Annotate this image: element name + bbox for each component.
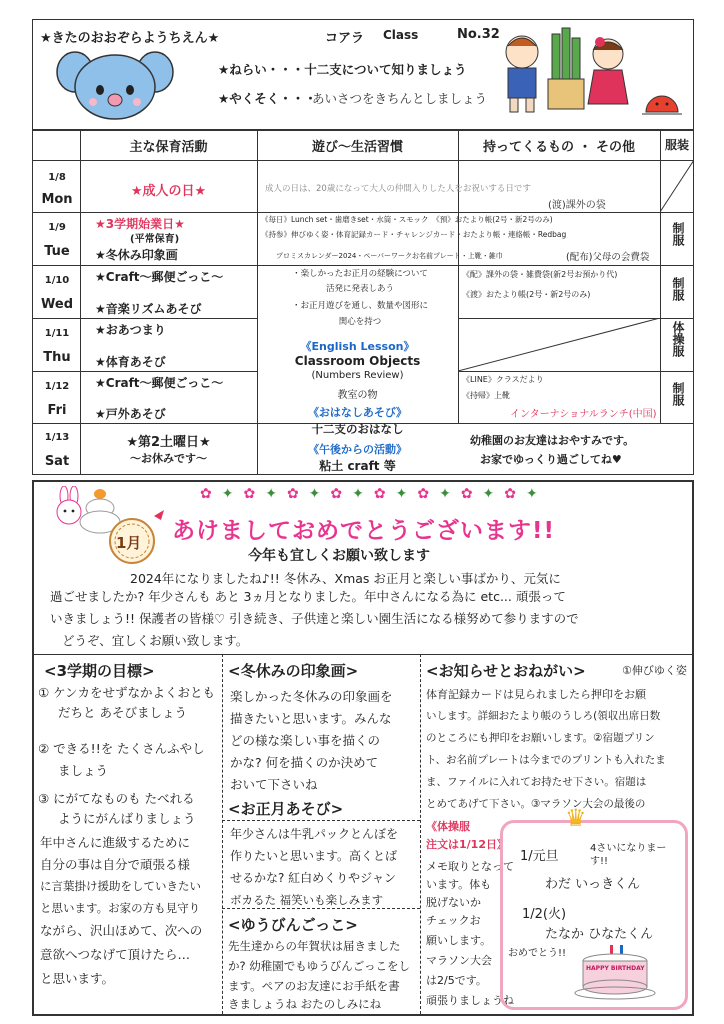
row-line (32, 212, 694, 213)
empty-cell-slash (660, 160, 694, 212)
day-mon (34, 170, 80, 208)
fri-act2: ★戸外あそび (95, 407, 166, 421)
goal-1b: だちと あそびましょう (58, 705, 187, 720)
winter-p3: どの様な楽しい事を描くの (230, 733, 381, 748)
notice-m3: メモ取りとなって (426, 860, 514, 873)
section-divider (222, 820, 420, 821)
sat-note2: お家でゆっくり過ごしてね♥ (480, 453, 622, 466)
koala-illustration (55, 42, 175, 122)
goal-2b: ましょう (58, 763, 109, 778)
day-tue (34, 220, 80, 260)
notice-m5: 脱げないか (426, 896, 481, 909)
dow-label: Tue (44, 244, 70, 259)
pine-icon: ✦ (221, 486, 244, 502)
story-title: 《おはなしあそび》 (307, 406, 408, 419)
birthday-name2: たなか ひなたくん (545, 927, 654, 942)
header-bring: 持ってくるもの ・ その他 (482, 140, 636, 155)
notice-m7: 願いします。 (426, 934, 492, 947)
plum-icon: ✿ (286, 486, 309, 502)
kids-kadomatsu-illustration (500, 24, 630, 119)
pine-icon: ✦ (439, 486, 461, 502)
goals-para2: 自分の事は自分で頑張る様 (40, 857, 191, 872)
section-divider (222, 654, 223, 1014)
pine-icon: ✦ (352, 486, 374, 502)
class-word: Class (383, 28, 419, 42)
notice-m1: 《体操服 (426, 820, 470, 833)
notice-p1: 体育記録カードは見られましたら押印をお願 (426, 688, 646, 701)
post-title: <ゆうびんごっこ> (228, 916, 358, 934)
day-wed (34, 273, 80, 313)
dow-label: Mon (41, 192, 73, 207)
story-line1: 十二支のおはなし (311, 422, 404, 436)
notice-p5: ま、ファイルに入れてお持たせ下さい。宿題は (426, 776, 647, 788)
tue-act2: (平常保育) (130, 234, 180, 245)
sat-act1: ★第2土曜日★ (126, 435, 211, 450)
wed-dress: 制服 (671, 277, 685, 301)
section-divider (32, 654, 694, 655)
dow-label: Fri (47, 403, 67, 418)
thu-dress: 体操服 (671, 321, 685, 357)
winter-p1: 楽しかった冬休みの印象画を (230, 689, 393, 704)
letter-line2: 過ごせましたか? 年少さんも あと 3ヵ月となりました。年中さんになる為に etc... 頑張って (50, 589, 566, 604)
winter-p4: かな? 何を描くのか決めて (230, 755, 379, 770)
post-p3: ます。ペアのお友達にお手紙を書 (228, 979, 400, 993)
tue-bring3: プロミスカレンダー2024・ペーパーワークお名前プレート・上靴・雑巾 (276, 252, 503, 260)
row-line (32, 371, 257, 372)
english-line1: Classroom Objects (294, 354, 421, 368)
winter-title: <冬休みの印象画> (228, 662, 359, 680)
pine-icon: ✦ (265, 486, 287, 502)
month-badge: 1月 (116, 534, 142, 552)
notice-title: <お知らせとおねがい> (426, 662, 586, 680)
notice-p2: いします。詳細おたより帳のうしろ(領収出席日数 (426, 710, 661, 722)
notice-m6: チェックお (426, 914, 481, 927)
wed-act1: ★Craft～郵便ごっこ～ (95, 270, 224, 284)
letter-line3: いきましょう!! 保護者の皆様♡ 引き続き、子供達と楽しい園生活になる様努めて参りますので (50, 611, 579, 626)
goal-3a: ③ にがてなものも たべれる (38, 791, 195, 806)
goal-1a: ① ケンカをせずなかよくおとも (38, 685, 216, 700)
birthday-b1b: 4さいになりまーす!! (590, 843, 667, 867)
birthday-cake-icon (570, 945, 660, 1000)
fri-bring2: 《持帰》上靴 (462, 391, 510, 400)
date-label: 1/8 (48, 172, 66, 183)
newyear-p2: 作りたいと思います。高くとば (230, 849, 398, 863)
goals-para1: 年中さんに進級するために (40, 835, 191, 850)
english-title: 《English Lesson》 (300, 340, 415, 353)
english-line3: 教室の物 (337, 390, 378, 401)
letter-line1: 2024年になりましたね♪!! 冬休み、Xmas お正月と楽しい事ばかり、元気に (130, 571, 561, 586)
birthday-name1: わだ いっきくん (545, 877, 641, 892)
header-play: 遊び～生活習慣 (311, 140, 403, 155)
post-p4: きましょうね おたのしみにね (228, 997, 382, 1011)
notice-m4: います。体も (426, 878, 492, 891)
pm-line1: 粘土 craft 等 (319, 459, 396, 473)
sunrise-icon (640, 86, 684, 116)
pine-icon: ✦ (395, 486, 418, 502)
play-line1: ・楽しかったお正月の経験について (292, 269, 428, 279)
birthday-cake-label: HAPPY BIRTHDAY (586, 965, 645, 972)
empty-cell-slash (458, 318, 660, 371)
plum-icon: ✿ (373, 486, 396, 502)
birthday-cake-text: おめでとう!! (508, 948, 567, 959)
goals-para4: と思います。お家の方も見守り (40, 901, 201, 915)
goals-para5: ながら、沢山ほめて、次への (40, 923, 203, 938)
table-header-line (32, 160, 694, 161)
notice-m9: は2/5です。 (426, 974, 487, 987)
crown-icon: ♛ (565, 804, 587, 832)
date-label: 1/13 (44, 432, 70, 443)
mon-handnote: (渡)課外の袋 (548, 200, 606, 211)
sat-note1: 幼稚園のお友達はおやすみです。 (470, 434, 635, 447)
notice-t1: ①伸びゆく姿 (622, 664, 687, 677)
goals-para3: に言葉掛け援助をしていきたい (40, 879, 201, 893)
date-label: 1/9 (48, 222, 66, 233)
dow-label: Thu (43, 350, 71, 365)
row-line (458, 371, 694, 372)
dow-label: Wed (41, 297, 73, 312)
day-sat (34, 430, 80, 470)
plum-icon: ✿ (417, 486, 440, 502)
header-activity: 主な保育活動 (129, 140, 208, 155)
plum-icon: ✿ (504, 486, 527, 502)
pine-icon: ✦ (308, 486, 331, 502)
post-p1: 先生達からの年賀状は届きました (228, 939, 401, 953)
wed-act2: ★音楽リズムあそび (95, 302, 202, 316)
birthday-b1: 1/元旦 (520, 849, 559, 864)
day-thu (34, 326, 80, 366)
newyear-p4: ボカるた 福笑いも楽しみます (230, 893, 384, 907)
day-fri (34, 379, 80, 419)
sat-act2: ～お休みです～ (130, 452, 207, 465)
tue-act1: ★3学期始業日★ (95, 217, 185, 231)
class-name: コアラ (325, 31, 365, 46)
notice-m10: 頑張りましょうね (426, 994, 514, 1007)
tue-act3: ★冬休み印象画 (95, 248, 178, 262)
date-label: 1/10 (44, 275, 70, 286)
rabbit-mochi-illustration (42, 486, 192, 566)
notice-p6: とめてあげて下さい。③マラソン大会の最後の (426, 798, 646, 810)
letter-line4: どうぞ、宜しくお願い致します。 (62, 633, 249, 648)
notice-p4: ト、お名前プレートは今までのプリントも入れたま (426, 754, 666, 766)
notice-p3: のところにも押印をお願いします。②宿題プリン (426, 732, 655, 744)
plum-icon: ✿ (200, 486, 222, 502)
pm-title: 《午後からの活動》 (308, 443, 407, 456)
row-line (32, 318, 257, 319)
tue-bring1: 《毎日》Lunch set・歯磨きset・水筒・スモック 《預》おたより帳(2号・新2号のみ) (261, 215, 553, 224)
goals-title: <3学期の目標> (44, 662, 155, 680)
plum-icon: ✿ (243, 486, 266, 502)
play-line4: 関心を持つ (338, 317, 382, 327)
promise-label: ★やくそく・・・ (218, 91, 317, 106)
plum-icon: ✿ (330, 486, 353, 502)
goals-para7: と思います。 (40, 971, 115, 986)
dow-label: Sat (44, 454, 70, 469)
play-line3: ・お正月遊びを通し、数量や図形に (291, 301, 428, 311)
notice-m2: 注文は1/12日》 (426, 838, 508, 851)
pine-icon: ✦ (526, 486, 548, 502)
post-p2: か? 幼稚園でもゆうびんごっこをし (228, 959, 411, 973)
winter-p2: 描きたいと思います。みんな (230, 711, 392, 726)
header-dress: 服装 (664, 138, 689, 152)
fri-bring1: 《LINE》クラスだより (462, 375, 544, 384)
fri-dress: 制服 (671, 382, 685, 406)
date-label: 1/12 (44, 381, 70, 392)
promise-text: あいさつをきちんとしましょう (312, 91, 488, 106)
pine-icon: ✦ (482, 486, 505, 502)
notice-m8: マラソン大会 (426, 954, 492, 967)
wed-bring2: 《渡》おたより帳(2号・新2号のみ) (462, 290, 591, 299)
section-divider (420, 654, 421, 1014)
goal-3b: ようにがんばりましょう (58, 811, 196, 826)
newyear-p1: 年少さんは牛乳パックとんぼを (230, 827, 399, 841)
english-line2: (Numbers Review) (311, 370, 404, 381)
school-name: ★きたのおおぞらようちえん★ (40, 31, 220, 46)
thu-act2: ★体育あそび (95, 355, 166, 369)
tue-dress: 制服 (671, 222, 685, 246)
fri-act1: ★Craft～郵便ごっこ～ (95, 376, 224, 390)
mon-note: 成人の日は、20歳になって大人の仲間入りした人をお祝いする日です (265, 184, 531, 194)
goals-para6: 意欲へつなげて頂けたら… (40, 947, 191, 962)
decor-row (200, 486, 690, 504)
issue-number: No.32 (457, 27, 500, 42)
row-line (32, 265, 694, 266)
mon-activity: ★成人の日★ (130, 184, 207, 199)
goal-2a: ② できる!!を たくさんふやし (38, 741, 205, 756)
plum-icon: ✿ (460, 486, 483, 502)
play-line2: 活発に発表しあう (325, 284, 394, 294)
winter-p5: おいて下さいね (230, 777, 318, 792)
birthday-b2: 1/2(火) (522, 907, 567, 922)
thu-act1: ★おあつまり (95, 323, 166, 337)
aim-label: ★ねらい・・・十二支について知りましょう (218, 62, 467, 77)
greeting-sub: 今年も宜しくお願い致します (248, 548, 430, 564)
fri-bring-hand: インターナショナルランチ(中国) (510, 409, 657, 420)
newyear-title: <お正月あそび> (228, 800, 344, 818)
tue-bring2: 《持参》伸びゆく姿・体育記録カード・チャレンジカード・おたより帳・連絡帳・Redbag (261, 230, 567, 239)
tue-bring-hand: (配布)父母の会費袋 (566, 252, 650, 263)
newyear-p3: せるかな? 紅白めくりやジャン (230, 871, 396, 885)
wed-bring1: 《配》課外の袋・雑費袋(新2号お預かり代) (462, 270, 618, 279)
date-label: 1/11 (44, 328, 70, 339)
greeting-title: あけましておめでとうございます!! (172, 518, 555, 544)
